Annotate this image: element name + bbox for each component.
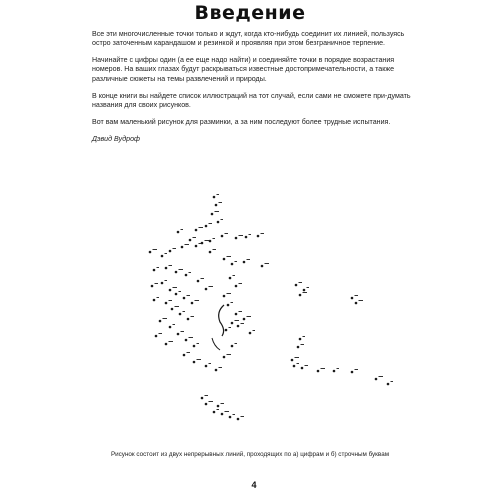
puzzle-dot [195,245,198,248]
puzzle-dot [351,371,354,374]
puzzle-dot [229,416,232,419]
puzzle-dot [249,332,252,335]
puzzle-dot [195,229,198,232]
puzzle-dot [243,318,246,321]
puzzle-dot [201,397,204,400]
puzzle-dot [317,370,320,373]
puzzle-dot [165,302,168,305]
puzzle-dot [213,196,216,199]
puzzle-start-stroke [219,305,224,336]
puzzle-dot [185,339,188,342]
puzzle-dot [201,242,204,245]
puzzle-dot [209,251,212,254]
puzzle-dot [161,282,164,285]
puzzle-start-stroke-2 [212,338,220,350]
intro-paragraph-2: Начинайте с цифры один (а ее еще надо найти) и соединяйте точки в порядке возрастания номеров. На ваших глазах будут раскрываться известные достопримечательности, а также различные сюжеты на темы развлечений и природы. [92,56,395,83]
puzzle-dot [181,246,184,249]
puzzle-dot [197,280,200,283]
intro-paragraph-4: Вот вам маленький рисунок для разминки, а за ним последуют более трудные испытания. [92,117,391,126]
puzzle-dot [237,325,240,328]
puzzle-dot [209,240,212,243]
puzzle-dot [217,405,220,408]
puzzle-dot [179,313,182,316]
puzzle-dot [291,359,294,362]
puzzle-dot [229,277,232,280]
page-number: 4 [251,480,257,490]
puzzle-dot [333,370,336,373]
puzzle-dot [301,367,304,370]
page-title: Введение [194,2,306,24]
puzzle-dot [191,302,194,305]
puzzle-dot [235,313,238,316]
puzzle-dot [297,346,300,349]
puzzle-dot [169,326,172,329]
puzzle-dot [351,297,354,300]
puzzle-dot [243,261,246,264]
puzzle-dot [165,343,168,346]
puzzle-dot [223,356,226,359]
puzzle-dot [193,345,196,348]
puzzle-dot [217,221,220,224]
puzzle-dot [205,225,208,228]
dot-to-dot-puzzle [0,180,500,450]
puzzle-dot [295,284,298,287]
puzzle-dot [149,251,152,254]
figure-caption: Рисунок состоит из двух непрерывных линий, проходящих по а) цифрам и б) строчным буквам [110,451,390,458]
puzzle-dot [153,299,156,302]
puzzle-dot [235,237,238,240]
puzzle-dot [223,258,226,261]
puzzle-dot [231,345,234,348]
intro-paragraph-3: В конце книги вы найдете список иллюстраций на тот случай, если сами не сможете при-думать названия для своих рисунков. [92,91,411,109]
puzzle-dot [221,235,224,238]
puzzle-dot [237,418,240,421]
puzzle-dot [177,333,180,336]
intro-text [92,30,412,152]
puzzle-dot [165,267,168,270]
intro-paragraph-1: Все эти многочисленные точки только и ждут, когда кто-нибудь соединит их линией, пользуясь остро заточенным карандашом и резинкой и проявляя при этом безграничное терпение. [92,30,405,48]
puzzle-dot [293,365,296,368]
puzzle-dot [187,318,190,321]
puzzle-dot [153,269,156,272]
puzzle-dot [257,235,260,238]
puzzle-dot [175,271,178,274]
puzzle-dot [227,304,230,307]
puzzle-dot [155,335,158,338]
puzzle-dot [205,403,208,406]
puzzle-dot [299,338,302,341]
puzzle-dot [261,265,264,268]
puzzle-dot [171,308,174,311]
puzzle-dot [205,288,208,291]
puzzle-dot [215,204,218,207]
puzzle-dot [221,413,224,416]
puzzle-dot [235,285,238,288]
puzzle-dot [205,365,208,368]
puzzle-dot [183,297,186,300]
puzzle-dot [169,289,172,292]
puzzle-dot [159,320,162,323]
puzzle-dot [355,302,358,305]
puzzle-dot [175,293,178,296]
puzzle-dot [387,383,390,386]
puzzle-dot [213,411,216,414]
puzzle-dot [211,213,214,216]
puzzle-dot [193,361,196,364]
puzzle-dot [185,274,188,277]
puzzle-dot [177,231,180,234]
puzzle-dot [303,289,306,292]
puzzle-dot [151,285,154,288]
puzzle-dot [161,255,164,258]
puzzle-dot [375,378,378,381]
puzzle-dot [231,322,234,325]
puzzle-dot [225,329,228,332]
puzzle-dot [223,295,226,298]
puzzle-dot [245,236,248,239]
author-signature: Дэвид Вудроф [92,134,140,143]
puzzle-dot [231,263,234,266]
puzzle-dot [299,294,302,297]
puzzle-dot [189,239,192,242]
puzzle-dot [215,369,218,372]
puzzle-dots [149,195,393,421]
puzzle-dot [183,354,186,357]
puzzle-dot [169,250,172,253]
